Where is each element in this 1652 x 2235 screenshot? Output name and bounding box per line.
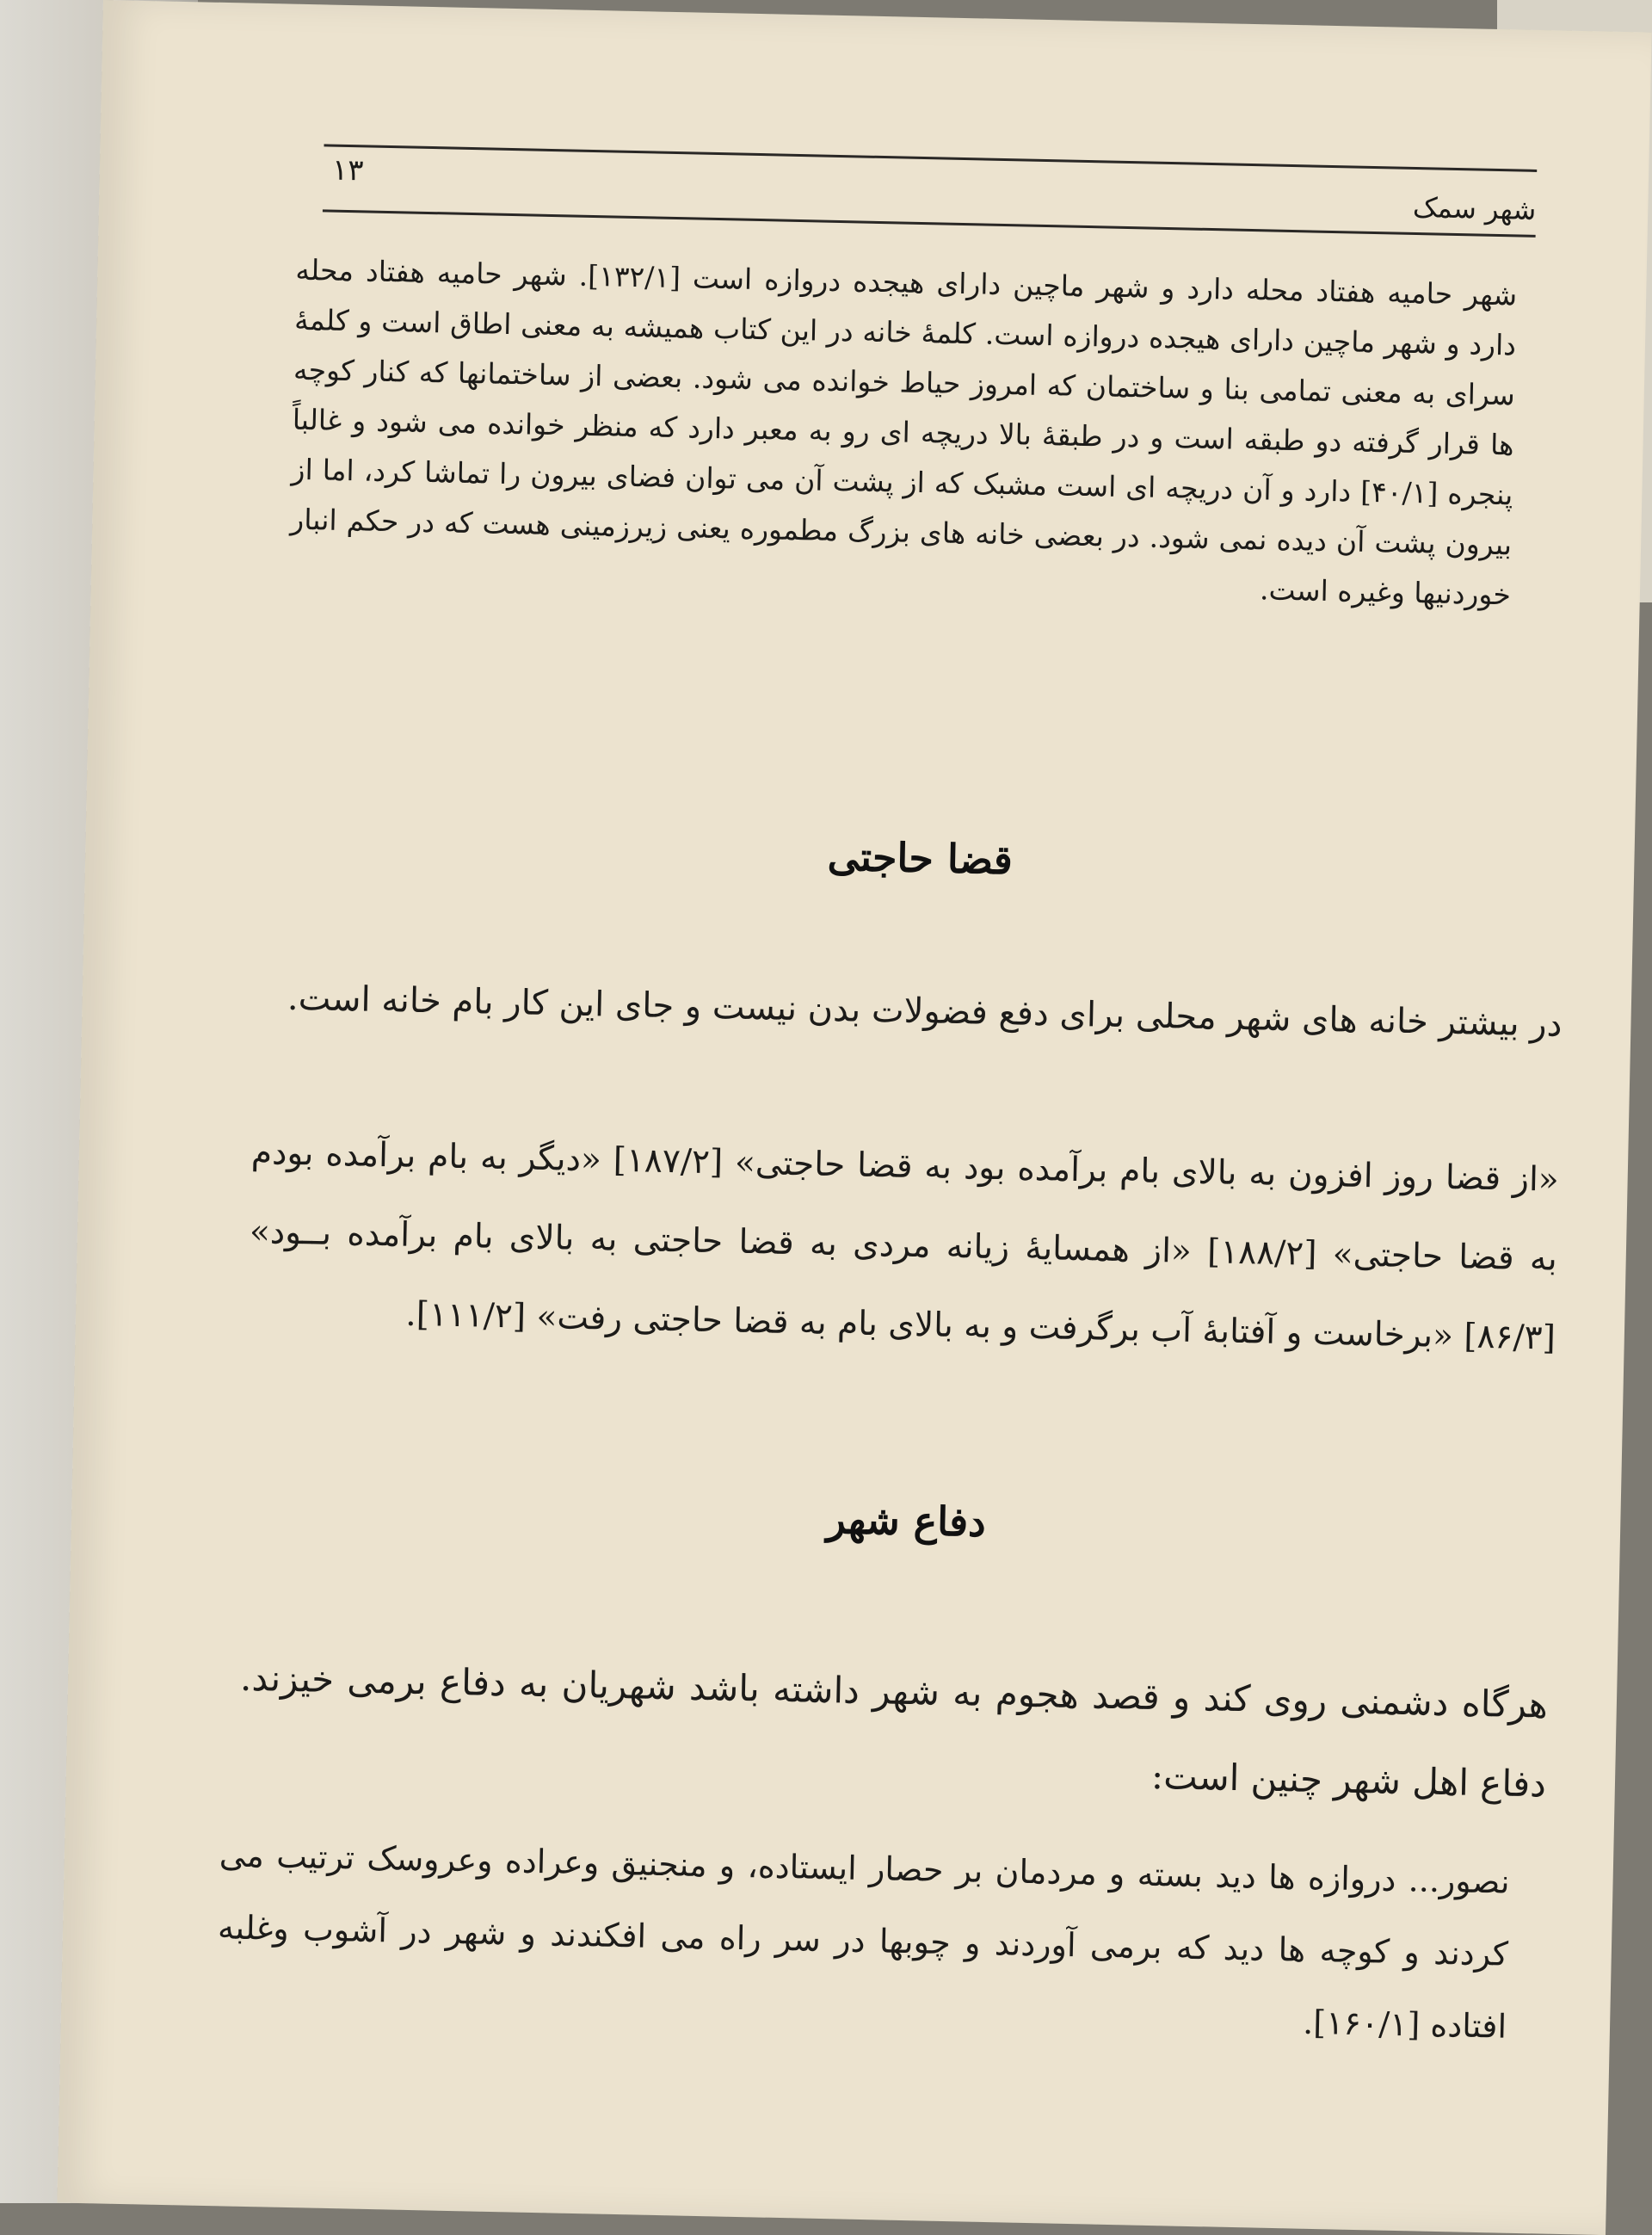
running-head: شهر سمک xyxy=(1412,190,1537,226)
section-title-qaza-hajati: قضا حاجتی xyxy=(827,832,1014,884)
section-paragraph: هرگاه دشمنی روی کند و قصد هجوم به شهر داشته باشد شهریان به دفاع برمی خیزند. دفاع اهل شهر چنین است: xyxy=(239,1656,1549,1806)
section-quotes: «از قضا روز افزون به بالای بام برآمده بود به قضا حاجتی» [۱۸۷/۲] «دیگر به بام برآمده بودم به قضا حاجتی» [۱۸۸/۲] «از همسایهٔ زیانه مردی به قضا حاجتی به بالای بام برآمده بــود» [۸۶/۳] «برخاست و آفتابهٔ آب برگرفت و به بالای بام به قضا حاجتی رفت» [۱۱۱/۲]. xyxy=(249,1133,1560,1358)
page-number: ۱۳ xyxy=(331,152,364,188)
header-rule-bottom xyxy=(323,209,1536,238)
header-rule-top xyxy=(324,144,1537,172)
block-quote: نصور... دروازه ها دید بسته و مردمان بر حصار ایستاده، و منجنیق وعراده وعروسک ترتیب می کردند و کوچه ها دید که برمی آوردند و چوبها در سر راه می افکندند و شهر در آشوب وغلبه افتاده [۱۶۰/۱]. xyxy=(217,1836,1511,2046)
section-paragraph: در بیشتر خانه های شهر محلی برای دفع فضولات بدن نیست و جای این کار بام خانه است. xyxy=(287,978,1563,1045)
book-page xyxy=(57,0,1651,2235)
top-paragraph: شهر حامیه هفتاد محله دارد و شهر ماچین دارای هیجده دروازه است [۱۳۲/۱]. شهر حامیه هفتاد محله دارد و شهر ماچین دارای هیجده دروازه است. کلمهٔ خانه در این کتاب همیشه به معنی اطاق است و کلمهٔ سرای به معنی تمامی بنا و ساختمان که امروز حیاط خوانده می شود. بعضی از ساختمانها که کنار کوچه ها قرار گرفته دو طبقه است و در طبقهٔ بالا دریچه ای رو به معبر دارد که منظر خوانده می شود و غالباً پنجره [۴۰/۱] دارد و آن دریچه ای است مشبک که از پشت آن می توان فضای بیرون را تماشا کرد، اما از بیرون پشت آن دیده نمی شود. در بعضی خانه های بزرگ مطموره یعنی زیرزمینی هست که در حکم انبار خوردنیها وغیره است. xyxy=(290,252,1518,612)
section-title-defa-shahr: دفاع شهر xyxy=(826,1495,987,1546)
